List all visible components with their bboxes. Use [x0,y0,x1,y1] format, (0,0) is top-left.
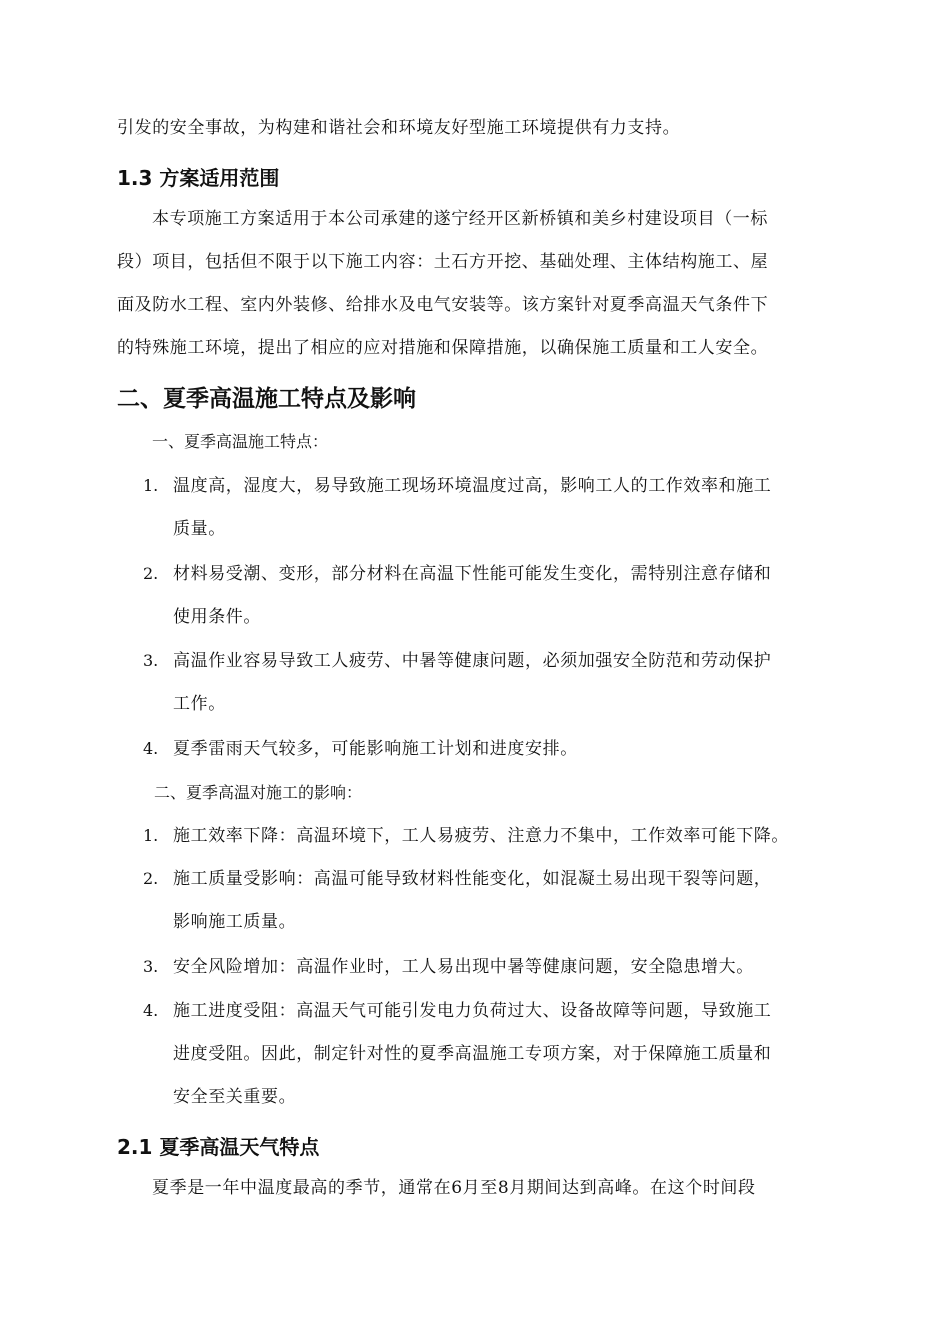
list-item-text: 施工进度受阻：高温天气可能引发电力负荷过大、设备故障等问题，导致施工 [173,1001,772,1021]
list-item-text: 材料易受潮、变形，部分材料在高温下性能可能发生变化，需特别注意存储和 [173,564,772,584]
list-number: 2. [143,564,159,583]
list-item-text: 安全至关重要。 [173,1087,297,1107]
list-item-text: 工作。 [173,694,226,714]
paragraph-line: 夏季是一年中温度最高的季节，通常在6月至8月期间达到高峰。在这个时间段 [152,1178,756,1198]
list-item-text: 施工质量受影响：高温可能导致材料性能变化，如混凝土易出现干裂等问题， [173,869,772,889]
subsection-heading: 一、夏季高温施工特点： [152,432,329,451]
list-item-text: 夏季雷雨天气较多，可能影响施工计划和进度安排。 [173,739,578,759]
list-number: 4. [143,1001,159,1020]
list-item-text: 影响施工质量。 [173,912,297,932]
list-item-text: 高温作业容易导致工人疲劳、中暑等健康问题，必须加强安全防范和劳动保护 [173,651,772,671]
subsection-heading: 二、夏季高温对施工的影响： [154,783,363,802]
list-item-text: 质量。 [173,519,226,539]
list-item-text: 安全风险增加：高温作业时，工人易出现中暑等健康问题，安全隐患增大。 [173,957,754,977]
section-heading-2-1: 2.1 夏季高温天气特点 [117,1135,320,1159]
list-number: 3. [143,651,159,670]
list-item-text: 温度高，湿度大，易导致施工现场环境温度过高，影响工人的工作效率和施工 [173,476,772,496]
list-number: 4. [143,739,159,758]
section-heading-1-3: 1.3 方案适用范围 [117,166,280,190]
list-number: 1. [143,476,159,495]
paragraph-line: 引发的安全事故，为构建和谐社会和环境友好型施工环境提供有力支持。 [117,118,681,138]
paragraph-line: 面及防水工程、室内外装修、给排水及电气安装等。该方案针对夏季高温天气条件下 [117,295,769,315]
list-number: 3. [143,957,159,976]
list-item-text: 使用条件。 [173,607,261,627]
list-item-text: 进度受阻。因此，制定针对性的夏季高温施工专项方案，对于保障施工质量和 [173,1044,772,1064]
paragraph-line: 的特殊施工环境，提出了相应的应对措施和保障措施，以确保施工质量和工人安全。 [117,338,769,358]
paragraph-line: 段）项目，包括但不限于以下施工内容：土石方开挖、基础处理、主体结构施工、屋 [117,252,769,272]
section-heading-2: 二、夏季高温施工特点及影响 [117,386,416,412]
list-number: 2. [143,869,159,888]
list-number: 1. [143,826,159,845]
paragraph-line: 本专项施工方案适用于本公司承建的遂宁经开区新桥镇和美乡村建设项目（一标 [152,209,768,229]
list-item-text: 施工效率下降：高温环境下，工人易疲劳、注意力不集中，工作效率可能下降。 [173,826,789,846]
